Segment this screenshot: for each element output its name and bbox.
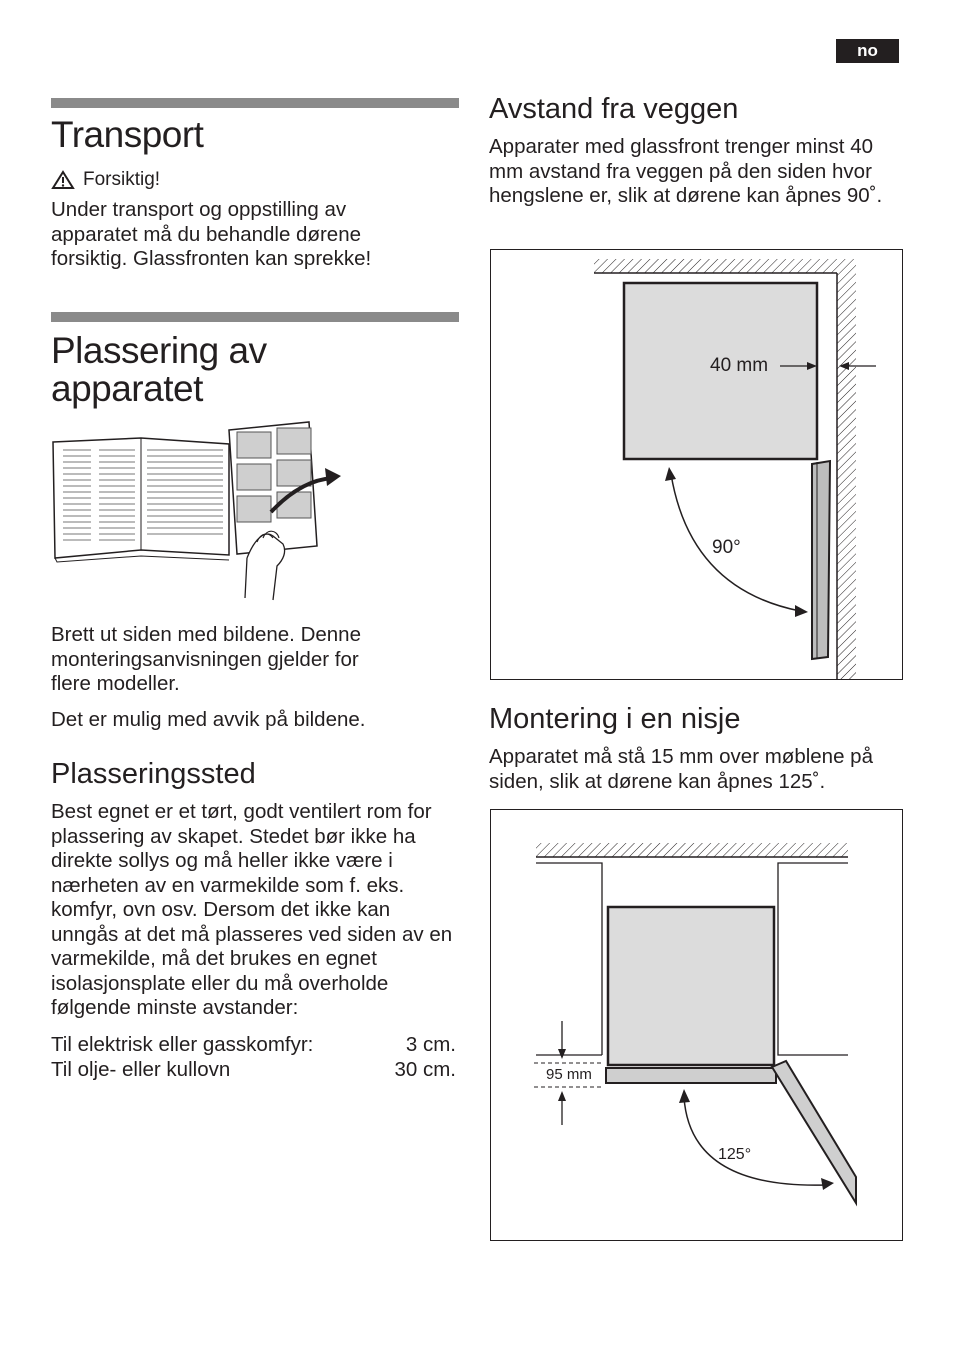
wall-text: Apparater med glassfront trenger minst 40 mm avstand fra veggen på den siden hvor hengslene er, slik at dørene kan åpnes 90˚.	[489, 135, 883, 207]
wall-distance-diagram	[490, 249, 903, 680]
niche-title: Montering i en nisje	[489, 703, 741, 735]
placement-paragraph-2: Det er mulig med avvik på bildene.	[51, 708, 366, 731]
wall-title: Avstand fra veggen	[489, 93, 739, 125]
placement-title-line1: Plassering av	[51, 330, 267, 371]
niche-angle-label: 125°	[718, 1146, 752, 1163]
placement-title-line2: apparatet	[51, 368, 203, 409]
distance-value: 30 cm.	[394, 1057, 456, 1081]
placement-title	[51, 332, 267, 408]
fold-out-manual-illustration	[51, 420, 351, 610]
distance-value: 3 cm.	[405, 1033, 456, 1056]
placement-paragraph-1: Brett ut siden med bildene. Denne monteringsanvisningen gjelder for flere modeller.	[51, 623, 361, 695]
language-badge: no	[836, 39, 899, 63]
distance-label: Til elektrisk eller gasskomfyr:	[51, 1033, 314, 1056]
wall-angle-label: 90°	[712, 537, 741, 558]
warning-triangle-icon	[51, 170, 75, 190]
niche-distance-label: 95 mm	[546, 1066, 592, 1083]
warning-label: Forsiktig!	[83, 169, 161, 190]
warning-line	[51, 169, 160, 191]
transport-title: Transport	[51, 114, 204, 155]
distance-row	[51, 1033, 456, 1058]
distance-row	[51, 1058, 456, 1083]
section-divider	[51, 98, 459, 108]
transport-text: Under transport og oppstilling av apparatet må du behandle dørene forsiktig. Glassfronten kan sprekke!	[51, 198, 372, 270]
section-divider	[51, 312, 459, 322]
location-title: Plasseringssted	[51, 758, 256, 790]
niche-text: Apparatet må stå 15 mm over møblene på siden, slik at dørene kan åpnes 125˚.	[489, 745, 873, 793]
niche-diagram	[490, 809, 903, 1241]
location-text: Best egnet er et tørt, godt ventilert rom for plassering av skapet. Stedet bør ikke ha direkte sollys og må heller ikke være i nærheten av en varmekilde som f. eks. komfyr, ovn osv. Dersom det ikke kan unngås at det må plasseres ved siden av en varmekilde, må det brukes en egnet isolasjonsplate eller du må overholde følgende minste avstander:	[51, 800, 453, 1019]
wall-distance-label: 40 mm	[710, 355, 769, 376]
distance-label: Til olje- eller kullovn	[51, 1057, 231, 1081]
distance-table	[51, 1033, 456, 1082]
